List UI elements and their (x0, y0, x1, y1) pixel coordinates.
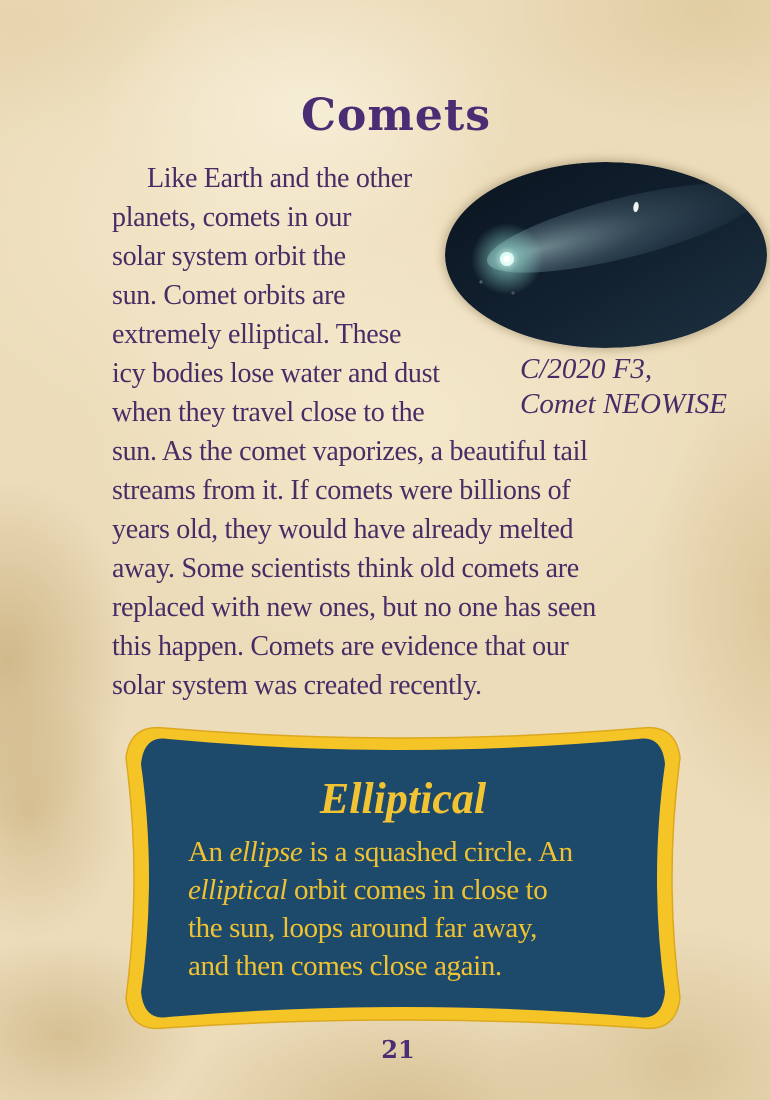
callout-text-line: elliptical orbit comes in close to (188, 874, 548, 906)
paragraph-line: away. Some scientists think old comets are (112, 553, 579, 584)
photo-caption-line: Comet NEOWISE (520, 388, 727, 420)
comet-nucleus-core (504, 256, 511, 263)
callout-title: Elliptical (319, 774, 487, 823)
paragraph-line: this happen. Comets are evidence that our (112, 631, 569, 662)
paragraph-line: sun. Comet orbits are (112, 280, 346, 311)
page-title: Comets (300, 90, 491, 141)
paragraph-line: planets, comets in our (112, 202, 352, 233)
callout-box (120, 722, 686, 1034)
paragraph-line: when they travel close to the (112, 397, 425, 428)
paragraph-line: solar system was created recently. (112, 670, 482, 701)
paragraph-line: streams from it. If comets were billions of (112, 475, 571, 506)
photo-caption (520, 352, 727, 422)
comet-photo (445, 162, 767, 348)
callout-body (188, 833, 656, 985)
callout-text-line: the sun, loops around far away, (188, 912, 537, 944)
paragraph-line: solar system orbit the (112, 241, 346, 272)
faint-star (479, 280, 482, 283)
paragraph-line: replaced with new ones, but no one has seen (112, 592, 596, 623)
paragraph-line: icy bodies lose water and dust (112, 358, 440, 389)
photo-caption-line: C/2020 F3, (520, 353, 653, 385)
paragraph-line: years old, they would have already melted (112, 514, 574, 545)
paragraph-line: sun. As the comet vaporizes, a beautiful tail (112, 436, 588, 467)
paragraph-line: extremely elliptical. These (112, 319, 402, 350)
callout-text-line: An ellipse is a squashed circle. An (188, 836, 573, 868)
faint-star (511, 291, 514, 294)
callout-text-line: and then comes close again. (188, 950, 502, 982)
page-number: 21 (381, 1035, 415, 1064)
comet-photo-image (445, 162, 767, 348)
paragraph-line: Like Earth and the other (147, 163, 412, 194)
